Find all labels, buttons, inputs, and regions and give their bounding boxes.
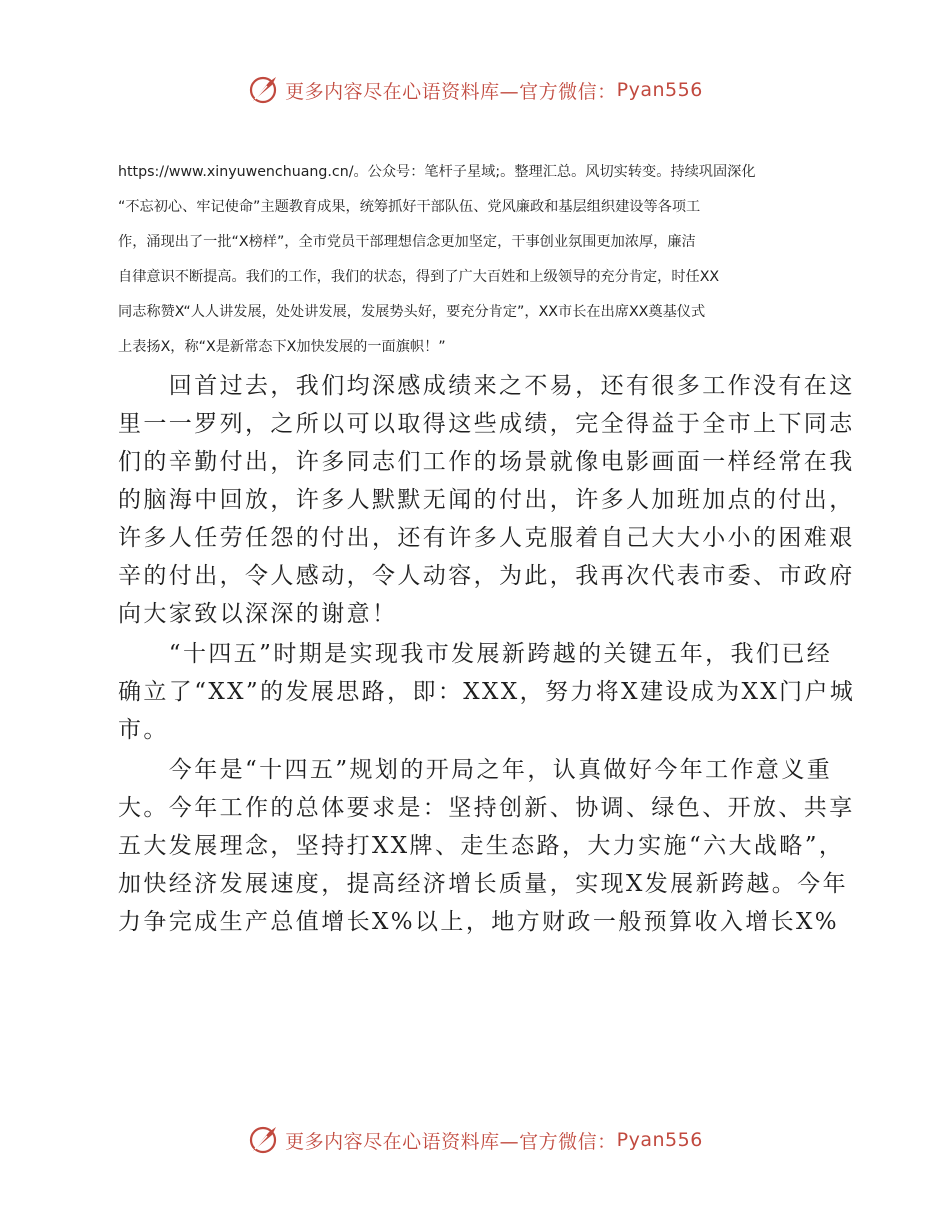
header-watermark-banner: [0, 70, 950, 110]
text-line: 市。: [118, 717, 169, 743]
banner-text: 更多内容尽在心语资料库—官方微信：: [285, 80, 617, 103]
paragraph-3: [118, 635, 856, 749]
text-line: “不忘初心、牢记使命”主题教育成果，统筹抓好干部队伍、党风廉政和基层组织建设等各项工: [118, 199, 701, 215]
quill-pen-logo-icon: [247, 73, 281, 107]
text-line: https://www.xinyuwenchuang.cn/。公众号：笔杆子星域;。整理汇总。风切实转变。持续巩固深化: [118, 164, 756, 180]
paragraph-2: [118, 367, 855, 633]
text-line: 加快经济发展速度，提高经济增长质量，实现X发展新跨越。今年: [118, 871, 848, 897]
text-line: 辛的付出，令人感动，令人动容，为此，我再次代表市委、市政府: [118, 563, 855, 589]
banner-wechat-id: Pyan556: [616, 79, 703, 101]
text-line: 自律意识不断提高。我们的工作，我们的状态，得到了广大百姓和上级领导的充分肯定，时任XX: [118, 269, 720, 285]
quill-pen-logo-icon: [247, 1123, 281, 1157]
document-body: [118, 155, 856, 941]
text-line: 里一一罗列，之所以可以取得这些成绩，完全得益于全市上下同志: [118, 411, 855, 437]
text-line: 力争完成生产总值增长X%以上，地方财政一般预算收入增长X%: [118, 909, 840, 935]
text-line: 上表扬X，称“X是新常态下X加快发展的一面旗帜！”: [118, 339, 446, 355]
text-line: 今年是“十四五”规划的开局之年，认真做好今年工作意义重: [118, 757, 833, 783]
footer-watermark-banner: [0, 1120, 950, 1160]
text-line: “十四五”时期是实现我市发展新跨越的关键五年，我们已经: [118, 641, 833, 667]
paragraph-1: [118, 155, 838, 365]
text-line: 许多人任劳任怨的付出，还有许多人克服着自己大大小小的困难艰: [118, 525, 855, 551]
text-line: 回首过去，我们均深感成绩来之不易，还有很多工作没有在这: [118, 373, 855, 399]
text-line: 们的辛勤付出，许多同志们工作的场景就像电影画面一样经常在我: [118, 449, 855, 475]
banner-text: 更多内容尽在心语资料库—官方微信：: [285, 1130, 617, 1153]
text-line: 的脑海中回放，许多人默默无闻的付出，许多人加班加点的付出，: [118, 487, 855, 513]
text-line: 作，涌现出了一批“X榜样”，全市党员干部理想信念更加坚定，干事创业氛围更加浓厚，廉洁: [118, 234, 696, 250]
paragraph-4: [118, 751, 855, 941]
text-line: 向大家致以深深的谢意！: [118, 601, 398, 627]
text-line: 大。今年工作的总体要求是：坚持创新、协调、绿色、开放、共享: [118, 795, 855, 821]
text-line: 确立了“XX”的发展思路，即：XXX，努力将X建设成为XX门户城: [118, 679, 856, 705]
banner-wechat-id: Pyan556: [616, 1129, 703, 1151]
text-line: 同志称赞X“人人讲发展，处处讲发展，发展势头好，要充分肯定”，XX市长在出席XX奠基仪式: [118, 304, 706, 320]
text-line: 五大发展理念，坚持打XX牌、走生态路，大力实施“六大战略”，: [118, 833, 845, 859]
